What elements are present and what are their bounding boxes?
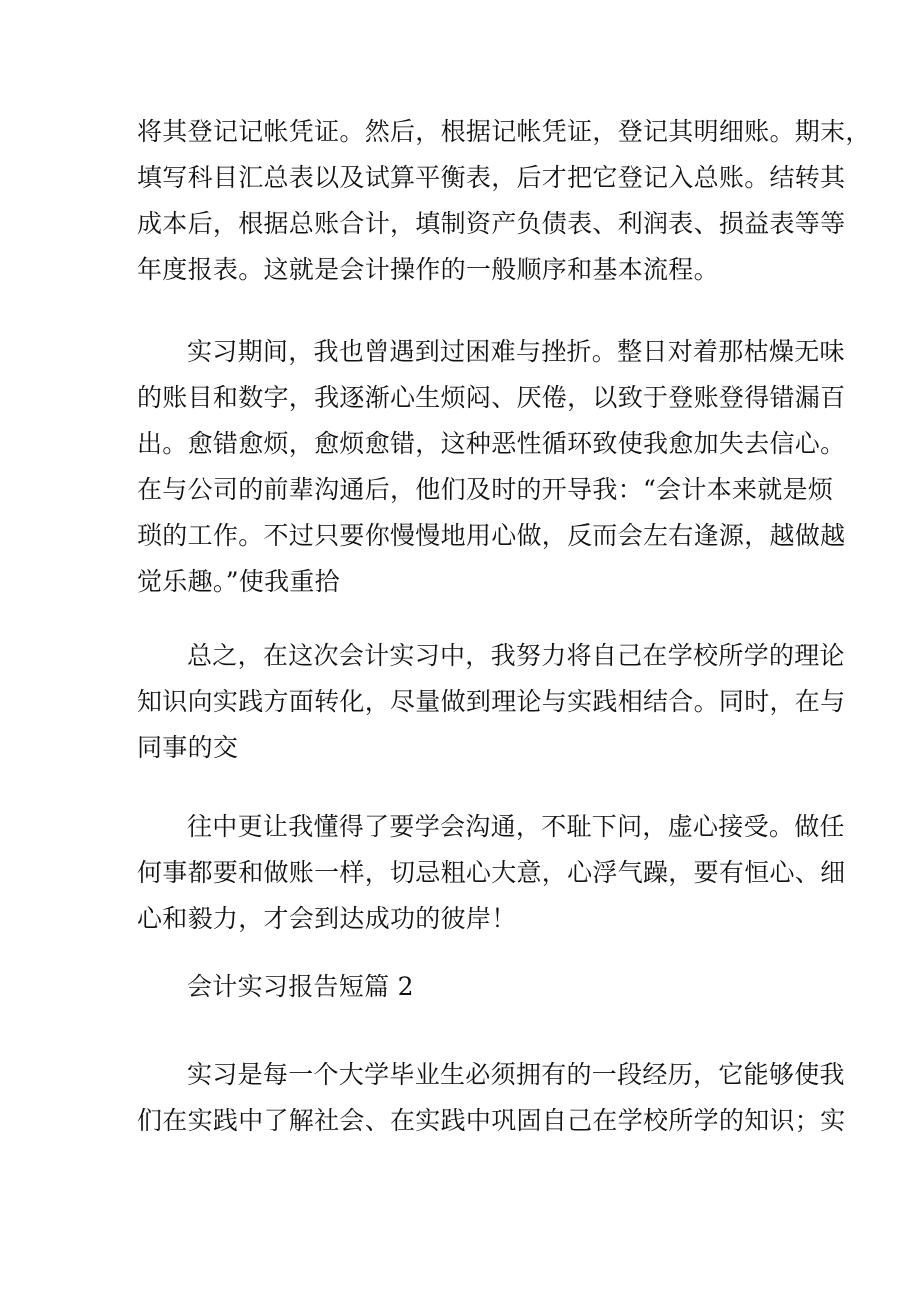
text-line: 琐的工作。不过只要你慢慢地用心做，反而会左右逢源，越做越 xyxy=(137,521,846,550)
text-line: 年度报表。这就是会计操作的一般顺序和基本流程。 xyxy=(137,255,719,284)
text-line: 实习期间，我也曾遇到过困难与挫折。整日对着那枯燥无味 xyxy=(187,337,845,366)
text-line: 填写科目汇总表以及试算平衡表，后才把它登记入总账。结转其 xyxy=(137,163,846,192)
text-line: 实习是每一个大学毕业生必须拥有的一段经历，它能够使我 xyxy=(187,1060,845,1089)
text-line: 知识向实践方面转化，尽量做到理论与实践相结合。同时，在与 xyxy=(137,687,846,716)
text-line: 们在实践中了解社会、在实践中巩固自己在学校所学的知识；实 xyxy=(137,1106,846,1135)
text-line: 往中更让我懂得了要学会沟通，不耻下问，虚心接受。做任 xyxy=(187,812,845,841)
text-line: 成本后，根据总账合计，填制资产负债表、利润表、损益表等等 xyxy=(137,209,846,238)
text-line: 心和毅力，才会到达成功的彼岸！ xyxy=(137,904,517,933)
text-line: 出。愈错愈烦，愈烦愈错，这种恶性循环致使我愈加失去信心。 xyxy=(137,429,846,458)
text-line: 的账目和数字，我逐渐心生烦闷、厌倦，以致于登账登得错漏百 xyxy=(137,383,846,412)
text-line: 同事的交 xyxy=(137,733,239,762)
text-line: 总之，在这次会计实习中，我努力将自己在学校所学的理论 xyxy=(187,641,845,670)
section-heading: 会计实习报告短篇 2 xyxy=(187,972,414,1001)
text-line: 觉乐趣。”使我重拾 xyxy=(137,567,340,596)
text-line: 何事都要和做账一样，切忌粗心大意，心浮气躁，要有恒心、细 xyxy=(137,858,846,887)
text-line: 将其登记记帐凭证。然后，根据记帐凭证，登记其明细账。期末， xyxy=(137,117,871,146)
text-line: 在与公司的前辈沟通后，他们及时的开导我：“会计本来就是烦 xyxy=(137,475,834,504)
